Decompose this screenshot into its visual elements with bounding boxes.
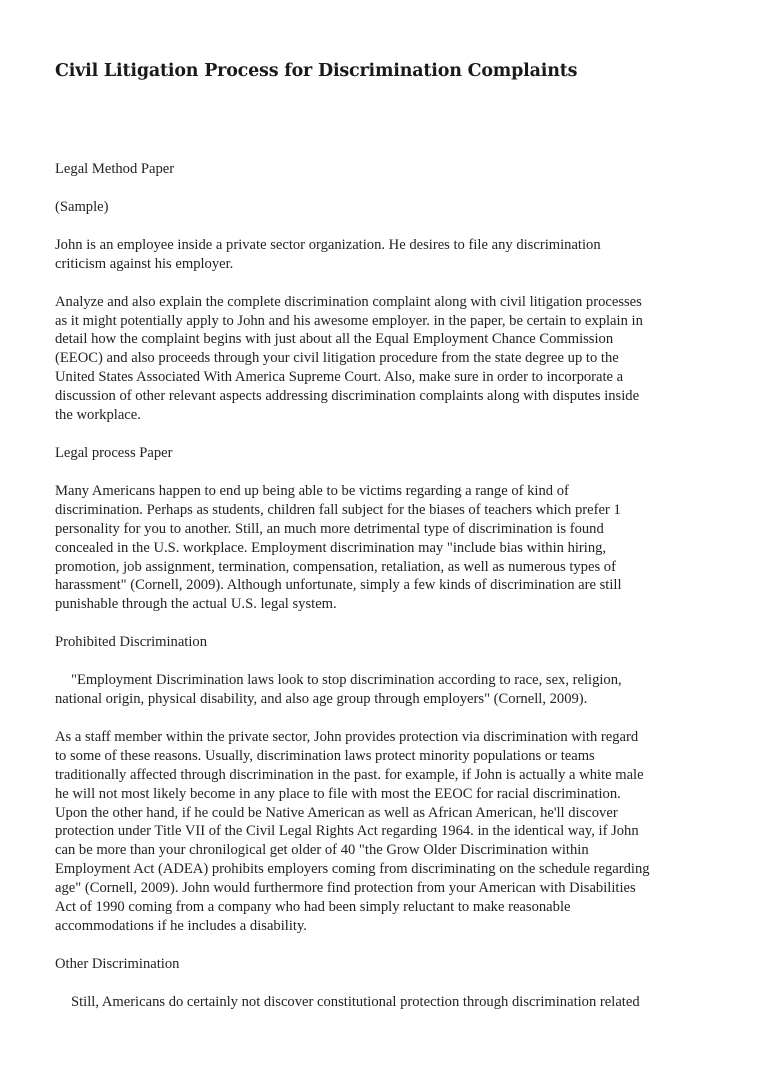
document-title: Civil Litigation Process for Discrimination Complaints: [55, 61, 578, 81]
text-line: harassment" (Cornell, 2009). Although unfortunate, simply a few kinds of discrimination are still: [55, 577, 622, 594]
text-line: can be more than your chronilogical get older of 40 "the Grow Older Discrimination within: [55, 842, 589, 859]
paragraph: [55, 482, 755, 614]
text-line: Legal process Paper: [55, 444, 173, 461]
text-line: As a staff member within the private sector, John provides protection via discrimination with regard: [55, 728, 639, 745]
text-line: discussion of other relevant aspects addressing discrimination complaints along with disputes inside: [55, 388, 640, 405]
text-line: Analyze and also explain the complete discrimination complaint along with civil litigation processes: [55, 293, 642, 310]
document-body: [55, 160, 755, 1031]
text-line: United States Associated With America Supreme Court. Also, make sure in order to incorporate a: [55, 369, 624, 386]
text-line: concealed in the U.S. workplace. Employment discrimination may "include bias within hiring,: [55, 539, 607, 556]
text-line: traditionally affected through discrimination in the past. for example, if John is actually a white male: [55, 766, 644, 783]
text-line: Still, Americans do certainly not discover constitutional protection through discrimination related: [71, 993, 640, 1010]
text-line: the workplace.: [55, 407, 141, 424]
text-line: Legal Method Paper: [55, 161, 175, 177]
text-line: accommodations if he includes a disability.: [55, 918, 307, 934]
section-heading: [55, 633, 755, 652]
text-line: Upon the other hand, if he could be Native American as well as African American, he'll discover: [55, 804, 618, 821]
text-line: Many Americans happen to end up being able to be victims regarding a range of kind of: [55, 482, 569, 499]
text-line: promotion, job assignment, termination, compensation, retaliation, as well as numerous types of: [55, 558, 616, 575]
text-line: Employment Act (ADEA) prohibits employers coming from discriminating on the schedule regarding: [55, 861, 650, 878]
text-line: to some of these reasons. Usually, discrimination laws protect minority populations or teams: [55, 747, 595, 764]
text-line: detail how the complaint begins with just about all the Equal Employment Chance Commission: [55, 331, 614, 348]
text-line: "Employment Discrimination laws look to stop discrimination according to race, sex, religion,: [71, 672, 622, 689]
text-line: age" (Cornell, 2009). John would furthermore find protection from your American with Disabilities: [55, 880, 636, 897]
paragraph: [55, 728, 755, 936]
text-line: criticism against his employer.: [55, 255, 234, 272]
paragraph: [55, 236, 755, 274]
text-line: Act of 1990 coming from a company who had been simply reluctant to make reasonable: [55, 899, 571, 916]
text-line: Other Discrimination: [55, 955, 180, 972]
text-line: he will not most likely become in any place to file with most the EEOC for racial discrimination.: [55, 785, 621, 802]
text-line: punishable through the actual U.S. legal system.: [55, 596, 337, 613]
text-line: protection under Title VII of the Civil Legal Rights Act regarding 1964. in the identical way, if John: [55, 823, 639, 840]
text-line: John is an employee inside a private sector organization. He desires to file any discrimination: [55, 236, 601, 253]
text-line: (EEOC) and also proceeds through your civil litigation procedure from the state degree up to the: [55, 350, 619, 367]
section-heading: [55, 955, 755, 974]
text-line: as it might potentially apply to John and his awesome employer. in the paper, be certain to explain in: [55, 312, 643, 329]
paragraph: [55, 671, 755, 709]
text-line: (Sample): [55, 198, 109, 215]
text-line: Prohibited Discrimination: [55, 634, 208, 651]
section-heading: [55, 444, 755, 463]
paragraph: [55, 993, 755, 1012]
paragraph: [55, 293, 755, 425]
text-line: personality for you to another. Still, an much more detrimental type of discrimination is found: [55, 520, 604, 537]
section-heading: [55, 160, 755, 179]
text-line: discrimination. Perhaps as students, children fall subject for the biases of teachers which prefer 1: [55, 501, 621, 518]
text-line: national origin, physical disability, and also age group through employers" (Cornell, 2009).: [55, 691, 588, 708]
section-heading: [55, 198, 755, 217]
